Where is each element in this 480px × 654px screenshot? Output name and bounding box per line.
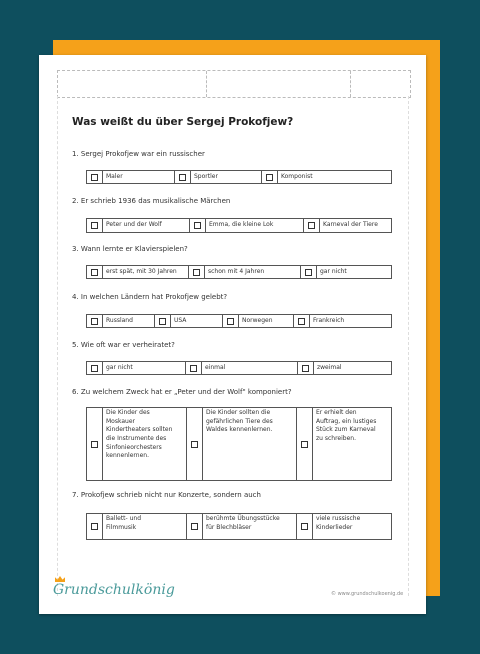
option-label: berühmte Übungsstücke für Blechbläser (206, 515, 280, 531)
option-label: Die Kinder sollten die gefährlichen Tiere des Waldes kennenlernen. (206, 409, 273, 434)
option-label: erst spät, mit 30 Jahren (106, 267, 177, 275)
option-label: gar nicht (320, 267, 347, 275)
answer-option[interactable] (296, 514, 391, 539)
answer-option[interactable] (297, 362, 391, 374)
answer-option[interactable] (222, 315, 293, 327)
question-6: 6. Zu welchem Zweck hat er „Peter und der Wolf" komponiert? (72, 388, 292, 396)
option-label: Sportler (194, 172, 218, 180)
checkbox[interactable] (186, 362, 202, 374)
checkbox[interactable] (87, 315, 103, 327)
answer-option[interactable] (296, 408, 391, 480)
option-label: Ballett- und Filmmusik (106, 515, 142, 531)
option-label: Russland (106, 316, 133, 324)
answer-option[interactable] (87, 171, 174, 183)
checkbox[interactable] (298, 362, 314, 374)
checkbox[interactable] (87, 362, 103, 374)
answer-row-6 (86, 407, 392, 481)
checkbox[interactable] (304, 219, 320, 232)
checkbox[interactable] (87, 408, 103, 480)
checkbox[interactable] (175, 171, 191, 183)
checkbox[interactable] (297, 408, 313, 480)
question-5: 5. Wie oft war er verheiratet? (72, 341, 175, 349)
answer-option[interactable] (87, 315, 154, 327)
option-label: viele russische Kinderlieder (316, 515, 361, 531)
checkbox[interactable] (187, 514, 203, 539)
option-label: Peter und der Wolf (106, 221, 162, 229)
answer-option[interactable] (186, 514, 296, 539)
question-4: 4. In welchen Ländern hat Prokofjew gelebt? (72, 293, 228, 301)
checkbox[interactable] (87, 219, 103, 232)
question-2: 2. Er schrieb 1936 das musikalische Märchen (72, 197, 231, 205)
option-label: gar nicht (106, 363, 133, 371)
answer-option[interactable] (303, 219, 391, 232)
answer-option[interactable] (300, 266, 391, 278)
checkbox[interactable] (189, 266, 205, 278)
copyright-url: © www.grundschulkoenig.de (331, 591, 404, 597)
checkbox[interactable] (294, 315, 310, 327)
answer-option[interactable] (154, 315, 222, 327)
answer-option[interactable] (174, 171, 261, 183)
answer-row-2 (86, 218, 392, 233)
option-label: zweimal (317, 363, 342, 371)
option-label: schon mit 4 Jahren (208, 267, 265, 275)
checkbox[interactable] (87, 171, 103, 183)
option-label: einmal (205, 363, 226, 371)
checkbox[interactable] (87, 514, 103, 539)
answer-row-1 (86, 170, 392, 184)
answer-option[interactable] (87, 219, 189, 232)
checkbox[interactable] (187, 408, 203, 480)
question-1: 1. Sergej Prokofjew war ein russischer (72, 150, 205, 158)
checkbox[interactable] (190, 219, 206, 232)
answer-option[interactable] (87, 362, 185, 374)
answer-option[interactable] (293, 315, 391, 327)
answer-option[interactable] (188, 266, 300, 278)
answer-row-5 (86, 361, 392, 375)
answer-option[interactable] (189, 219, 303, 232)
checkbox[interactable] (155, 315, 171, 327)
checkbox[interactable] (223, 315, 239, 327)
question-3: 3. Wann lernte er Klavierspielen? (72, 245, 188, 253)
answer-row-7 (86, 513, 392, 540)
checkbox[interactable] (301, 266, 317, 278)
checkbox[interactable] (262, 171, 278, 183)
checkbox[interactable] (87, 266, 103, 278)
worksheet (39, 55, 426, 614)
worksheet-title: Was weißt du über Sergej Prokofjew? (72, 116, 294, 128)
option-label: Er erhielt den Auftrag, ein lustiges Stück zum Karneval zu schreiben. (316, 409, 377, 443)
answer-option[interactable] (87, 408, 186, 480)
answer-row-4 (86, 314, 392, 328)
answer-option[interactable] (186, 408, 296, 480)
name-date-header-boxes (57, 70, 411, 98)
option-label: Maler (106, 172, 123, 180)
option-label: Emma, die kleine Lok (209, 221, 274, 229)
option-label: Frankreich (313, 316, 345, 324)
answer-option[interactable] (87, 514, 186, 539)
answer-row-3 (86, 265, 392, 279)
answer-option[interactable] (261, 171, 391, 183)
option-label: Die Kinder des Moskauer Kindertheaters sollten die Instrumente des Sinfonieorchesters kennenlernen. (106, 409, 173, 460)
question-7: 7. Prokofjew schrieb nicht nur Konzerte, sondern auch (72, 491, 261, 499)
option-label: Norwegen (242, 316, 273, 324)
answer-option[interactable] (87, 266, 188, 278)
option-label: USA (174, 316, 187, 324)
option-label: Karneval der Tiere (323, 221, 378, 229)
checkbox[interactable] (297, 514, 313, 539)
answer-option[interactable] (185, 362, 297, 374)
logo: Grundschulkönig (53, 582, 175, 598)
option-label: Komponist (281, 172, 313, 180)
